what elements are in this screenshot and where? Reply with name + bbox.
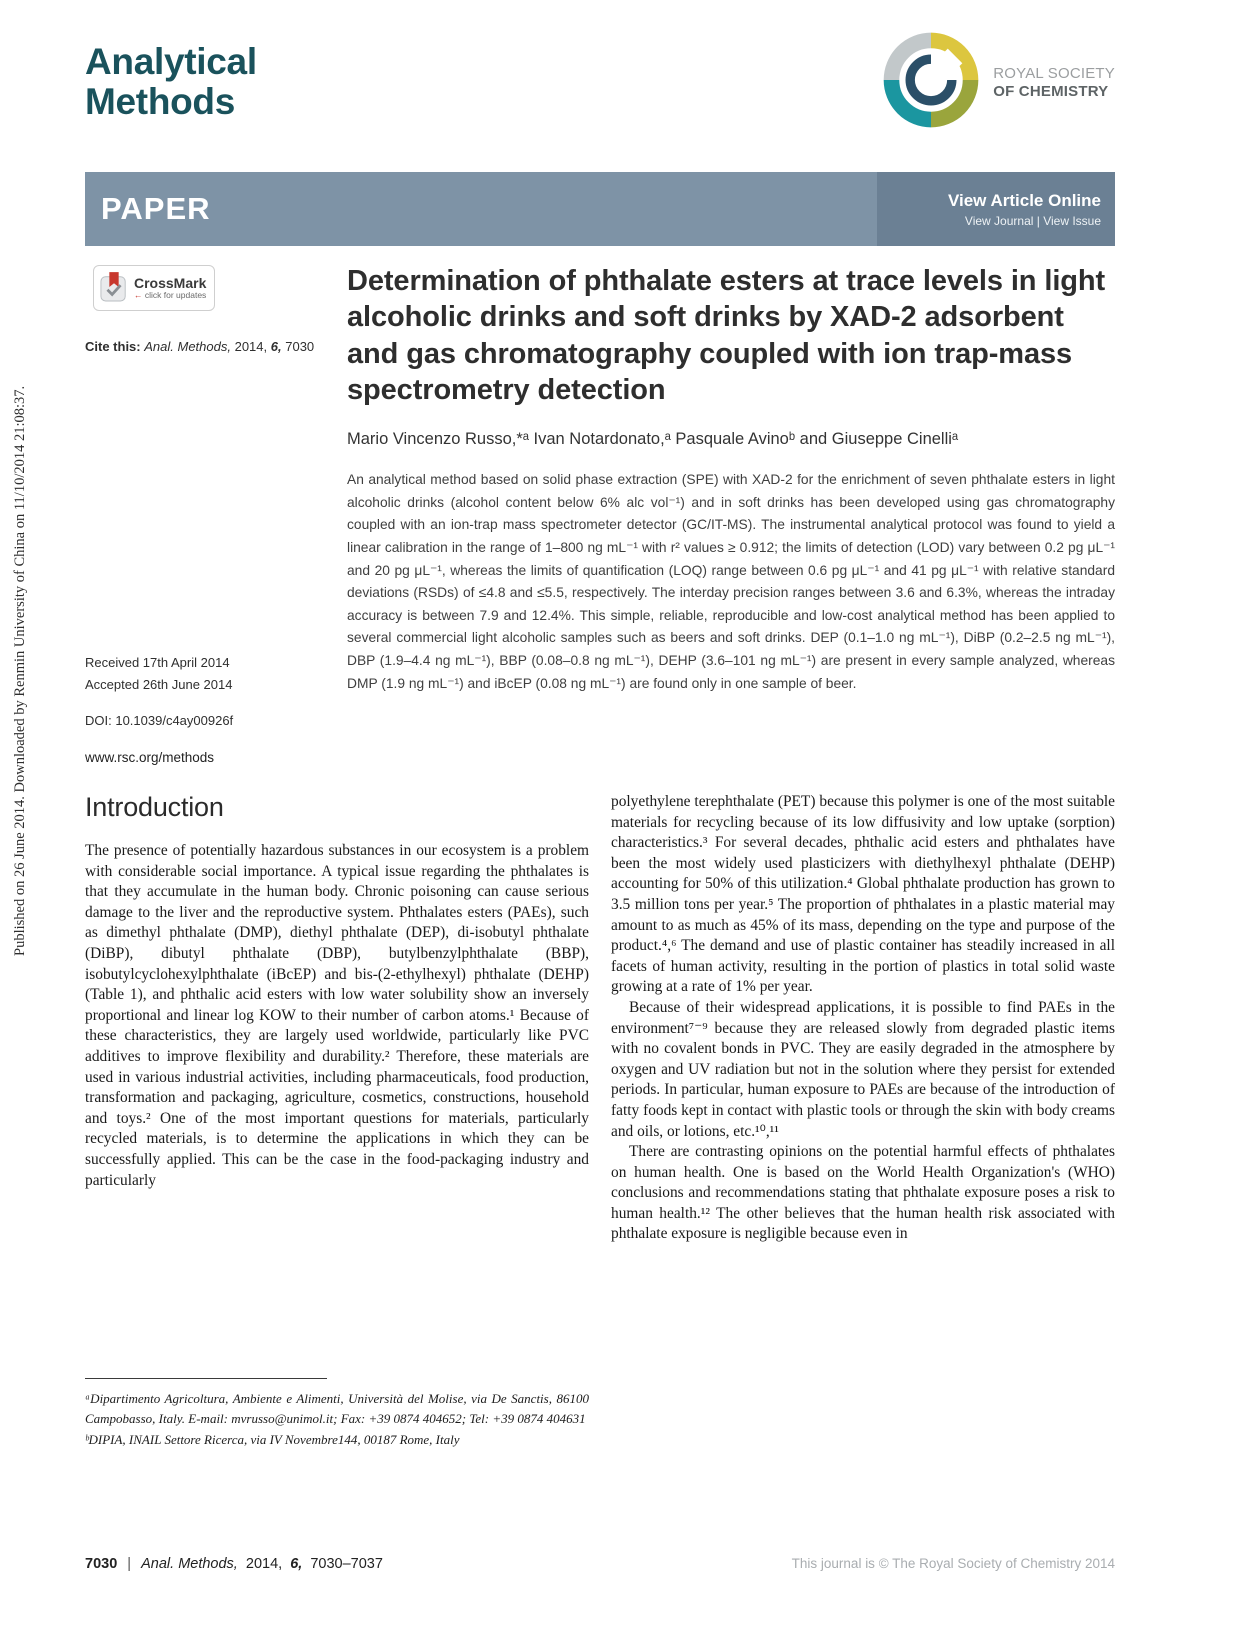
footer-pages: 7030–7037 [310, 1556, 383, 1572]
journal-title [85, 42, 257, 122]
article-title: Determination of phthalate esters at trace levels in light alcoholic drinks and soft drinks by XAD-2 adsorbent and gas chromatography coupled with ion trap-mass spectrometry detection [347, 265, 1106, 406]
crossmark-text [134, 276, 206, 301]
journal-title-line1: Analytical [85, 41, 257, 82]
crossmark-subtitle-text: click for updates [144, 290, 207, 301]
footnote-a: ᵃDipartimento Agricoltura, Ambiente e Alimenti, Università del Molise, via De Sanctis, 86100 Campobasso, Italy. E-mail: mvrusso@unimol.it; Fax: +39 0874 404652; Tel: +39 0874 404631 [85, 1391, 589, 1426]
rsc-logo-line1: ROYAL SOCIETY [993, 65, 1115, 83]
crossmark-arrow-icon: ← [134, 290, 143, 301]
paragraph: The presence of potentially hazardous substances in our ecosystem is a problem with considerable social importance. A typical issue regarding the phthalates is that they accumulate in the human body. Chronic poisoning can cause serious damage to the liver and the reproductive system. Phthalates esters (PAEs), such as dimethyl phthalate (DMP), diethyl phthalate (DEP), di-isobutyl phthalate (DiBP), dibutyl phthalate (DBP), butylbenzylphthalate (BBP), isobutylcyclohexylphthalate (iBcEP) and bis-(2-ethylhexyl) phthalate (DEHP) (Table 1), and phthalic acid esters with low water solubility show an inversely proportional and linear log KOW to their number of carbon atoms.¹ Because of these characteristics, they are largely used worldwide, particularly like PVC additives to improve flexibility and durability.² Therefore, these materials are used in various industrial activities, including pharmaceuticals, food production, transformation and packaging, agriculture, cosmetics, constructions, household and toys.² One of the most important questions for materials, particularly recycled materials, is to determine the applications in which they can be successfully applied. This can be the case in the food-packaging industry and particularly [85, 842, 589, 1189]
footer-page-number: 7030 [85, 1556, 118, 1572]
cite-journal: Anal. Methods, [144, 339, 231, 354]
footnote-b: ᵇDIPIA, INAIL Settore Ricerca, via IV Novembre144, 00187 Rome, Italy [85, 1432, 460, 1447]
article-type-banner [85, 172, 1115, 246]
doi: DOI: 10.1039/c4ay00926f [85, 713, 234, 728]
rsc-roundel-icon [879, 28, 983, 137]
footnotes [85, 1378, 589, 1452]
footnote-rule [85, 1378, 327, 1379]
page-footer [85, 1556, 1115, 1572]
rsc-logo-line2: OF CHEMISTRY [993, 82, 1109, 100]
view-options-box [877, 172, 1115, 246]
footer-separator: | [127, 1556, 132, 1572]
cite-year: 2014, [234, 339, 268, 354]
view-journal-issue-links[interactable]: View Journal | View Issue [964, 213, 1101, 228]
article-body [85, 792, 1115, 1245]
cite-this [85, 339, 314, 354]
received-date: Received 17th April 2014 [85, 655, 230, 670]
crossmark-badge[interactable] [93, 265, 215, 311]
footer-journal: Anal. Methods, [141, 1556, 238, 1572]
accepted-date: Accepted 26th June 2014 [85, 677, 233, 692]
crossmark-icon [100, 270, 128, 307]
paper-label: PAPER [101, 191, 211, 226]
body-column-left [85, 792, 589, 1245]
rsc-logo [879, 28, 1115, 137]
paragraph: Because of their widespread applications, it is possible to find PAEs in the environment⁷⁻⁹ because they are released slowly from degraded plastic items with no covalent bonds in PVC. They are easily degraded in the atmosphere by oxygen and UV radiation but not in the solution where they persist for extended periods. In particular, human exposure to PAEs are because of the introduction of fatty foods kept in contact with plastic tools or through the skin with body creams and oils, or lotions, etc.¹⁰,¹¹ [611, 998, 1115, 1140]
crossmark-name: CrossMark [134, 274, 207, 291]
footer-volume: 6, [290, 1556, 303, 1572]
cite-page: 7030 [285, 339, 315, 354]
cite-label: Cite this: [85, 339, 141, 354]
cite-volume: 6, [270, 339, 282, 354]
journal-title-line2: Methods [85, 80, 236, 122]
article-header [85, 263, 1115, 783]
article-authors: Mario Vincenzo Russo,*ᵃ Ivan Notardonato,ᵃ Pasquale Avinoᵇ and Giuseppe Cinelliᵃ [347, 430, 959, 448]
footer-year: 2014, [245, 1556, 283, 1572]
crossmark-subtitle [134, 291, 206, 300]
masthead [85, 42, 1115, 137]
download-watermark: Published on 26 June 2014. Downloaded by Renmin University of China on 11/10/2014 21:08:37. [12, 385, 28, 956]
rsc-logo-text [993, 65, 1115, 100]
view-article-online-link[interactable]: View Article Online [947, 190, 1101, 210]
footer-copyright: This journal is © The Royal Society of Chemistry 2014 [791, 1556, 1115, 1571]
body-column-right [611, 792, 1115, 1245]
footer-citation [85, 1556, 383, 1572]
article-title-block [347, 263, 1115, 783]
journal-website-link[interactable]: www.rsc.org/methods [85, 750, 215, 765]
article-abstract: An analytical method based on solid phase extraction (SPE) with XAD-2 for the enrichment of seven phthalate esters in light alcoholic drinks (alcohol content below 6% alc vol⁻¹) and in soft drinks has been developed using gas chromatography coupled with an ion-trap mass spectrometer detector (GC/IT-MS). The instrumental analytical protocol was found to yield a linear calibration in the range of 1–800 ng mL⁻¹ with r² values ≥ 0.912; the limits of detection (LOD) vary between 0.2 pg μL⁻¹ and 20 pg μL⁻¹, whereas the limits of quantification (LOQ) range between 0.6 pg μL⁻¹ and 41 pg μL⁻¹ with relative standard deviations (RSDs) of ≤4.8 and ≤5.5, respectively. The interday precision ranges between 3.6 and 6.3%, whereas the intraday accuracy is between 7.9 and 12.4%. This simple, reliable, reproducible and low-cost analytical method has been applied to several commercial light alcoholic samples such as beers and soft drinks. DEP (0.1–1.0 ng mL⁻¹), DiBP (0.2–2.5 ng mL⁻¹), DBP (1.9–4.4 ng mL⁻¹), BBP (0.08–0.8 ng mL⁻¹), DEHP (3.6–101 ng mL⁻¹) are present in every sample analyzed, whereas DMP (1.9 ng mL⁻¹) and iBcEP (0.08 ng mL⁻¹) are found only in one sample of beer. [347, 472, 1115, 691]
paragraph: There are contrasting opinions on the potential harmful effects of phthalates on human health. One is based on the World Health Organization's (WHO) conclusions and recommendations stating that phthalate exposure poses a risk to human health.¹² The other believes that the human health risk associated with phthalate exposure is negligible because even in [611, 1143, 1115, 1243]
introduction-heading: Introduction [85, 792, 224, 822]
article-meta-sidebar [85, 263, 347, 783]
paragraph: polyethylene terephthalate (PET) because this polymer is one of the most suitable materials for recycling because of its low diffusivity and low uptake (sorption) characteristics.³ For several decades, phthalic acid esters and phthalates have been the most widely used plasticizers with diethylhexyl phthalate (DEHP) accounting for 50% of this utilization.⁴ Global phthalate production has grown to 3.5 million tons per year.⁵ The proportion of phthalates in a plastic material may amount to as much as 45% of its mass, depending on the type and purpose of the product.⁴,⁶ The demand and use of plastic container has steadily increased in all facets of human activity, resulting in the portion of plastics in total solid waste growing at a rate of 1% per year. [611, 793, 1115, 996]
